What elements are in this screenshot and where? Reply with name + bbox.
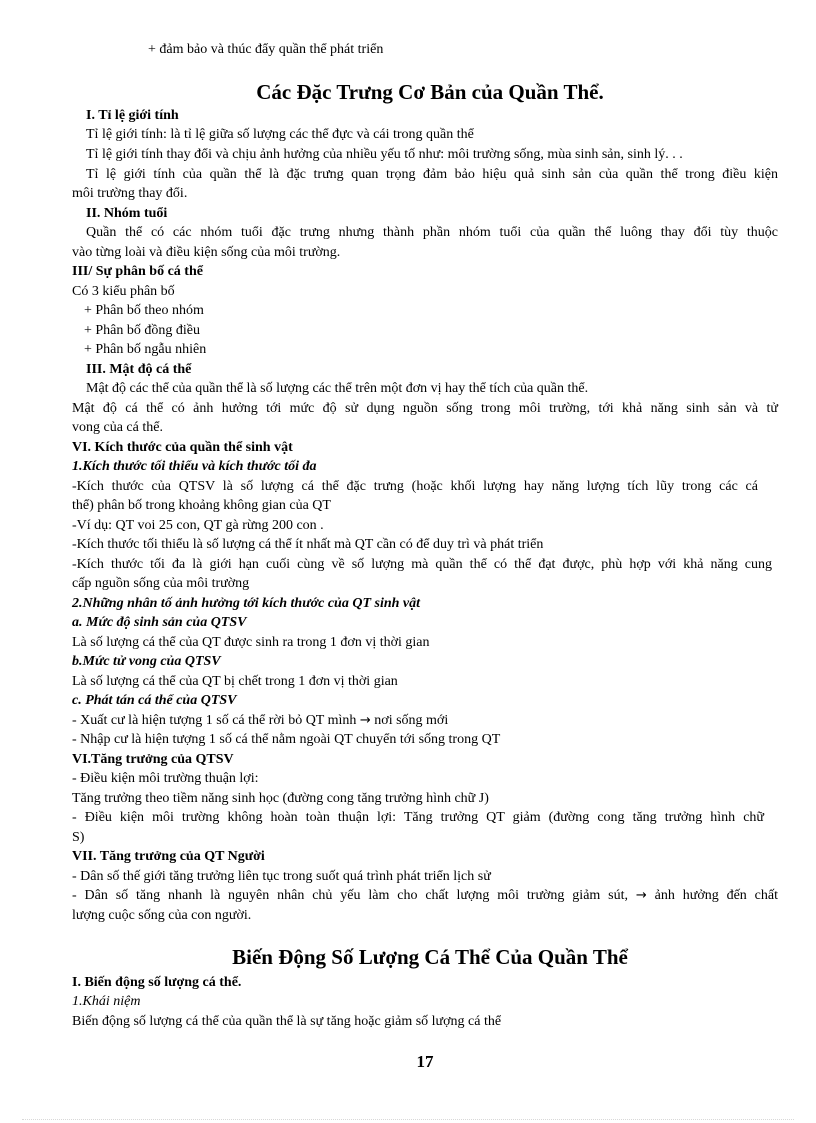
growth-unfavorable-cont: S) <box>72 830 85 845</box>
heading-human-growth: VII. Tăng trưởng của QT Người <box>72 849 265 864</box>
distribution-item: + Phân bố đồng điều <box>84 323 200 338</box>
subheading-concept: 1.Khái niệm <box>72 994 141 1009</box>
heading-sex-ratio: I. Tỉ lệ giới tính <box>86 108 179 123</box>
death-rate-text: Là số lượng cá thể của QT bị chết trong 1 đơn vị thời gian <box>72 674 398 689</box>
section-title-characteristics: Các Đặc Trưng Cơ Bản của Quần Thể. <box>256 80 604 104</box>
emigration-text-end: nơi sống mới <box>374 713 449 728</box>
heading-age-group: II. Nhóm tuổi <box>86 206 168 221</box>
subheading-size-factors: 2.Những nhân tố ảnh hưởng tới kích thước của QT sinh vật <box>72 596 421 611</box>
human-growth-effect-start: - Dân số tăng nhanh là nguyên nhân chủ yếu làm cho chất lượng môi trường giảm sút, <box>72 888 628 903</box>
max-size-definition-cont: cấp nguồn sống của môi trường <box>72 576 250 591</box>
growth-favorable: - Điều kiện môi trường thuận lợi: <box>72 771 259 786</box>
human-growth-effect-cont: lượng cuộc sống của con người. <box>72 908 252 923</box>
sex-ratio-importance-cont: môi trường thay đổi. <box>72 186 188 201</box>
human-growth-effect <box>72 887 778 904</box>
heading-death-rate: b.Mức tử vong của QTSV <box>72 654 221 669</box>
heading-fluctuation: I. Biến động số lượng cá thể. <box>72 975 242 990</box>
arrow-right-icon: → <box>359 713 371 728</box>
emigration-text-start: - Xuất cư là hiện tượng 1 số cá thể rời bỏ QT mình <box>72 713 357 728</box>
growth-j-curve: Tăng trưởng theo tiềm năng sinh học (đường cong tăng trưởng hình chữ J) <box>72 791 489 806</box>
intro-line: + đảm bảo và thúc đẩy quần thể phát triển <box>148 42 384 57</box>
page-number: 17 <box>416 1052 434 1071</box>
birth-rate-text: Là số lượng cá thể của QT được sinh ra trong 1 đơn vị thời gian <box>72 635 430 650</box>
density-definition: Mật độ các thể của quần thể là số lượng các thể trên một đơn vị hay thể tích của quần thể. <box>86 381 589 396</box>
arrow-right-icon: → <box>635 888 647 903</box>
subheading-min-max-size: 1.Kích thước tối thiểu và kích thước tối đa <box>72 459 317 474</box>
distribution-item: + Phân bố theo nhóm <box>84 303 204 318</box>
sex-ratio-importance: Tỉ lệ giới tính của quần thể là đặc trưng quan trọng đảm bảo hiệu quả sinh sản của quần thể trong điều kiện <box>86 167 778 182</box>
fluctuation-definition: Biến động số lượng cá thể của quần thể là sự tăng hoặc giảm số lượng cá thể <box>72 1014 502 1029</box>
footer-divider <box>22 1119 794 1120</box>
distribution-item: + Phân bố ngẫu nhiên <box>84 342 207 357</box>
age-group-text-cont: vào từng loài và điều kiện sống của môi trường. <box>72 245 341 260</box>
heading-density: III. Mật độ cá thể <box>86 362 192 377</box>
size-definition-cont: thể) phân bố trong khoảng không gian của QT <box>72 498 331 513</box>
emigration-text <box>72 712 448 729</box>
max-size-definition: -Kích thước tối đa là giới hạn cuối cùng về số lượng mà quần thể có thể đạt được, phù hợp với khả năng cung <box>72 557 772 572</box>
human-growth-effect-end: ảnh hưởng đến chất <box>654 888 778 903</box>
heading-population-size: VI. Kích thước của quần thể sinh vật <box>72 440 293 455</box>
size-example: -Ví dụ: QT voi 25 con, QT gà rừng 200 con . <box>72 518 324 533</box>
growth-unfavorable: - Điều kiện môi trường không hoàn toàn thuận lợi: Tăng trưởng QT giảm (đường cong tăng trưởng hình chữ <box>72 810 764 825</box>
section-title-fluctuation: Biến Động Số Lượng Cá Thể Của Quần Thể <box>232 945 628 969</box>
heading-distribution: III/ Sự phân bố cá thể <box>72 264 203 279</box>
size-definition: -Kích thước của QTSV là số lượng cá thể đặc trưng (hoặc khối lượng hay năng lượng tích lũy trong các cá <box>72 479 758 494</box>
heading-growth: VI.Tăng trưởng của QTSV <box>72 752 234 767</box>
distribution-intro: Có 3 kiểu phân bố <box>72 284 175 299</box>
sex-ratio-definition: Tỉ lệ giới tính: là tỉ lệ giữa số lượng các thể đực và cái trong quần thể <box>86 127 474 142</box>
density-effect-cont: vong của cá thể. <box>72 420 163 435</box>
density-effect: Mật độ cá thể có ảnh hưởng tới mức độ sử dụng nguồn sống trong môi trường, tới khả năng sinh sản và tử <box>72 401 778 416</box>
immigration-text: - Nhập cư là hiện tượng 1 số cá thể nằm ngoài QT chuyển tới sống trong QT <box>72 732 501 747</box>
min-size-definition: -Kích thước tối thiểu là số lượng cá thể ít nhất mà QT cần có để duy trì và phát triển <box>72 537 544 552</box>
sex-ratio-factors: Tỉ lệ giới tính thay đổi và chịu ảnh hưởng của nhiều yếu tố như: môi trường sống, mùa sinh sản, sinh lý. . . <box>86 147 683 162</box>
age-group-text: Quần thể có các nhóm tuổi đặc trưng nhưng thành phần nhóm tuổi của quần thể luông thay đổi tùy thuộc <box>86 225 778 240</box>
human-growth-text: - Dân số thế giới tăng trưởng liên tục trong suốt quá trình phát triển lịch sử <box>72 869 491 884</box>
heading-birth-rate: a. Mức độ sinh sản của QTSV <box>72 615 247 630</box>
heading-dispersal: c. Phát tán cá thể của QTSV <box>72 693 237 708</box>
